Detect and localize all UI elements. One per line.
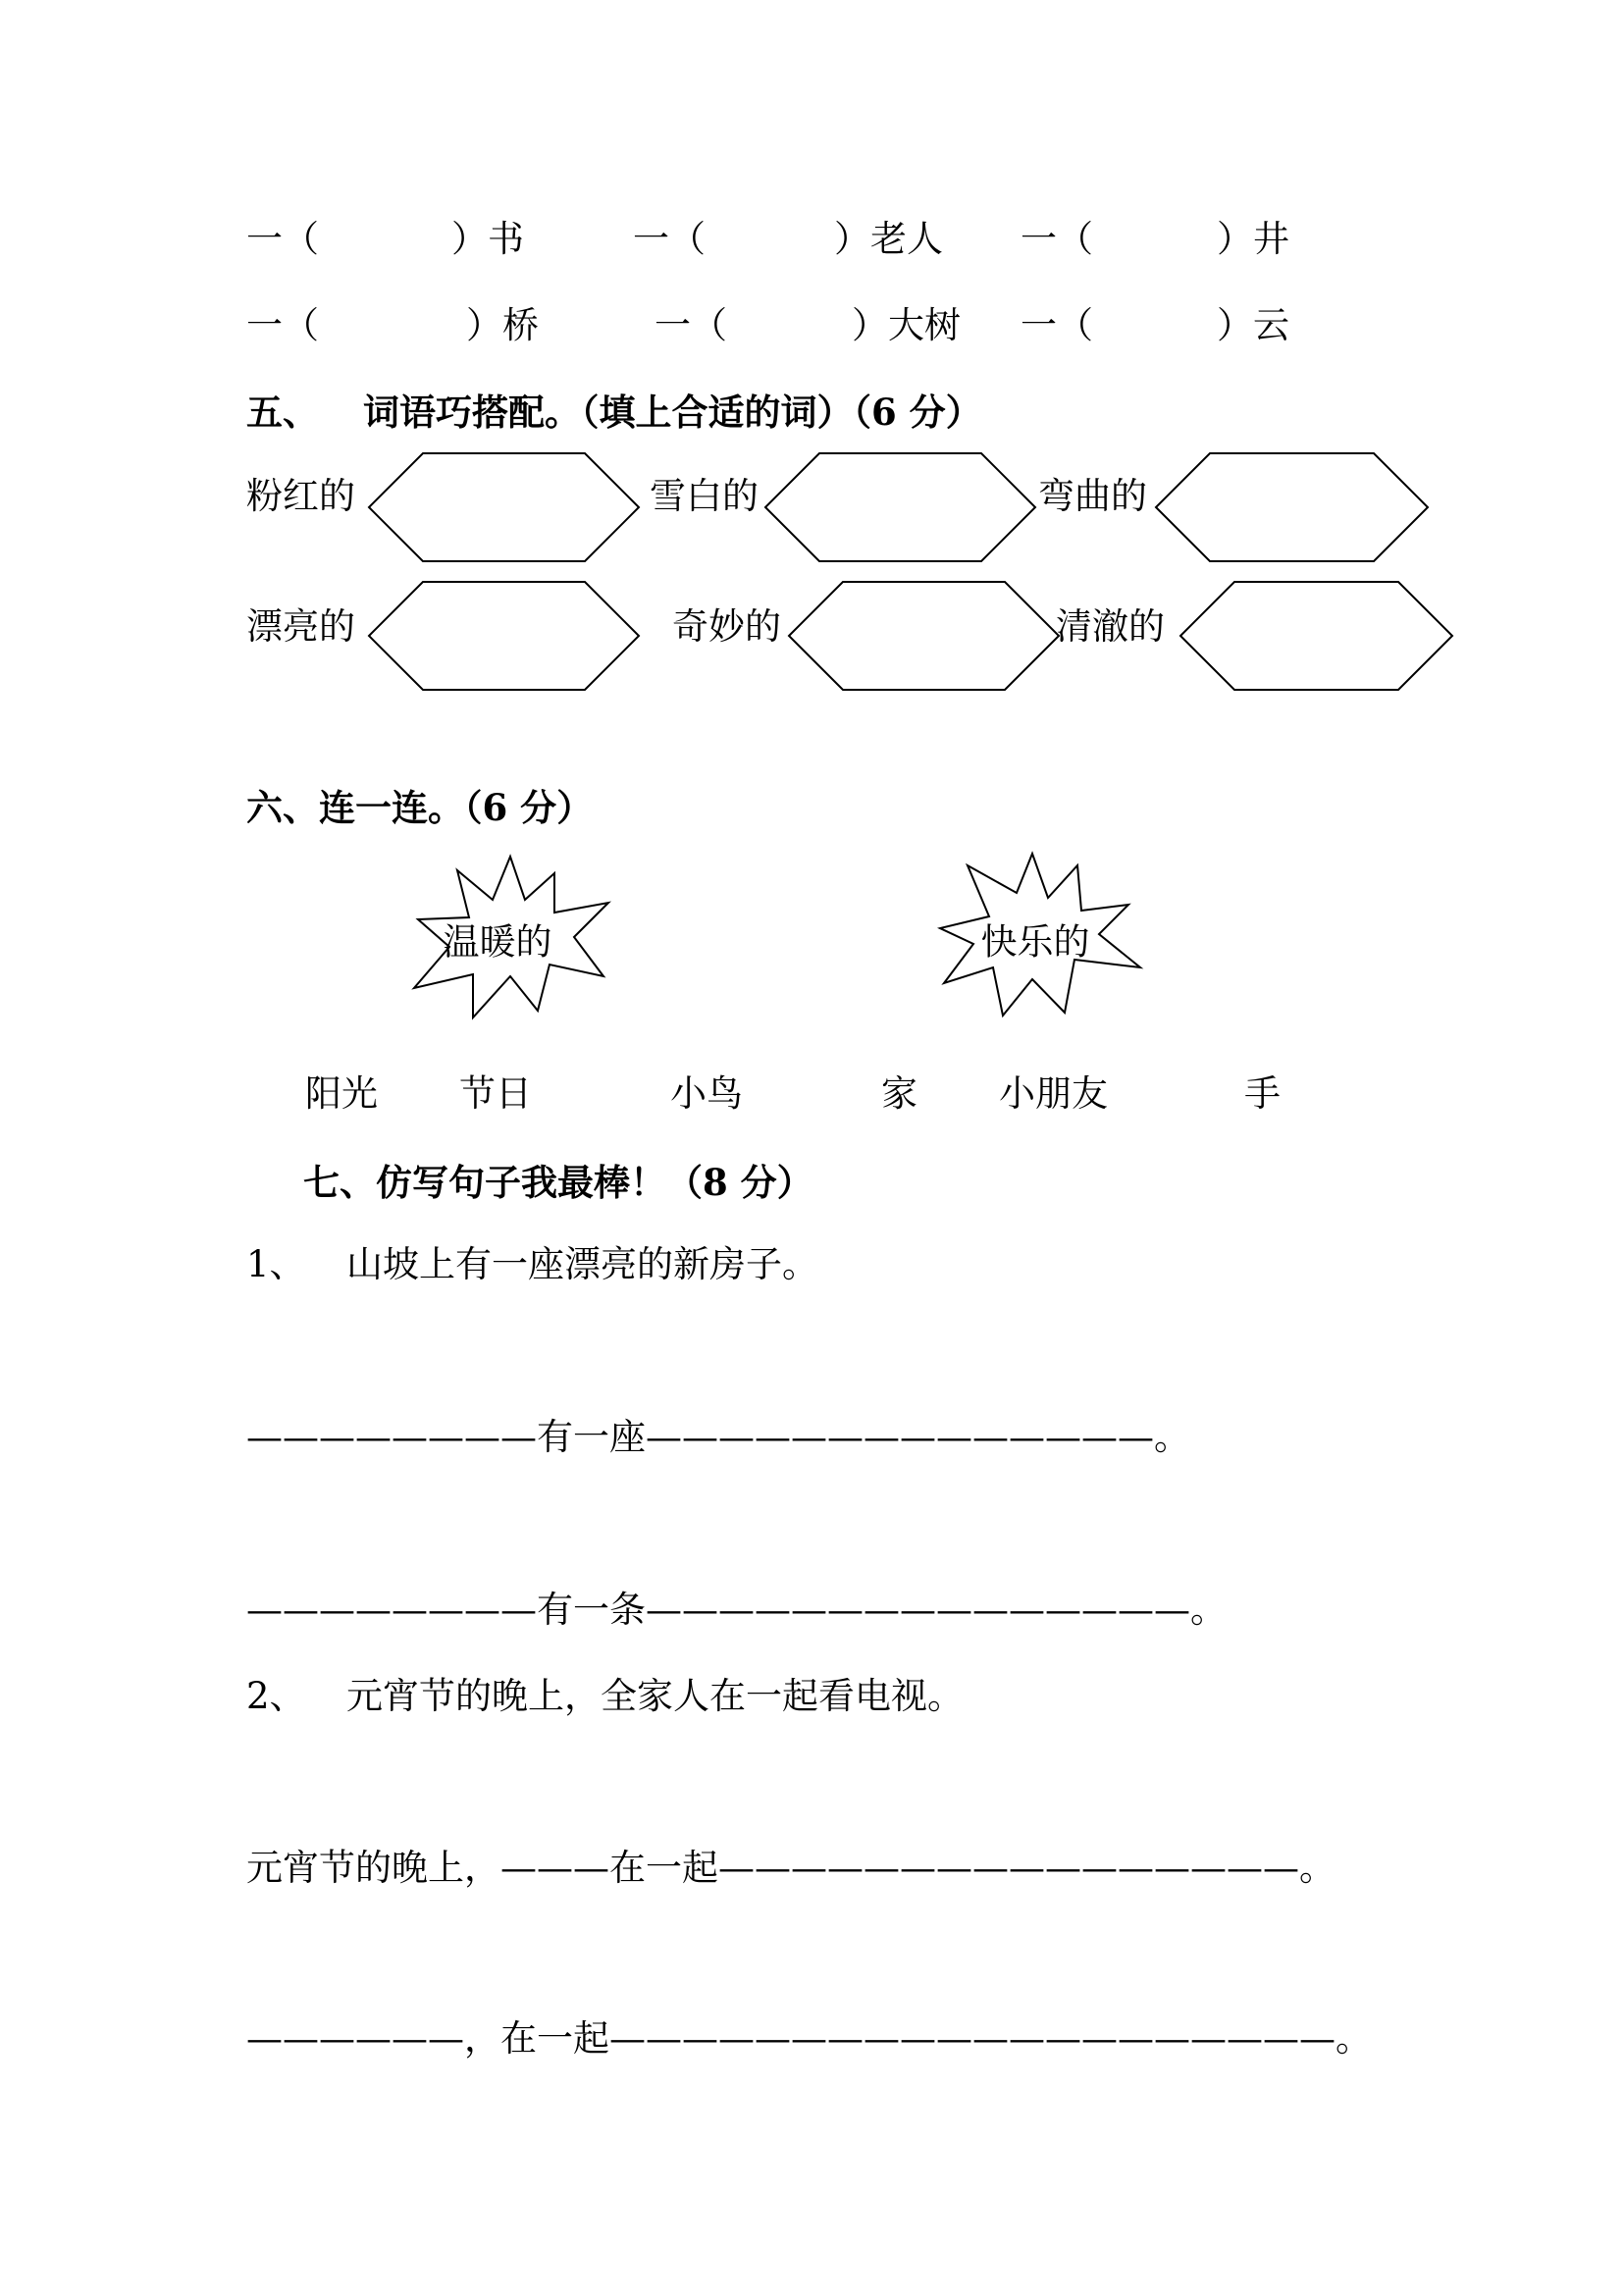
question-number: 1、: [246, 1243, 306, 1285]
section5-number: 五、: [246, 391, 319, 434]
blank-line: ———————————————。: [646, 1589, 1227, 1631]
measure-row1-a: 一（: [246, 218, 319, 260]
example-sentence: 山坡上有一座漂亮的新房子。: [346, 1243, 818, 1285]
adjective-word: 奇妙的: [672, 605, 781, 648]
fill-line[interactable]: [246, 2017, 1372, 2060]
measure-row2-d: ）大树: [852, 304, 961, 346]
section5-instruction: 词语巧搭配。（填上合适的词）（6 分）: [363, 391, 982, 434]
blank-line: ——————————————。: [646, 1416, 1190, 1458]
noun-word: 小鸟: [670, 1072, 743, 1115]
star-word: 温暖的: [443, 920, 552, 964]
measure-row2-e: 一（: [1021, 304, 1093, 346]
prompt-text: 在一起: [500, 2017, 609, 2060]
noun-word: 阳光: [305, 1072, 378, 1115]
fill-line[interactable]: [246, 1589, 1227, 1631]
noun-word: 家: [881, 1072, 917, 1115]
prompt-text: 在一起: [609, 1847, 718, 1889]
fill-line[interactable]: [246, 1847, 1336, 1889]
section7-title: 七、仿写句子我最棒！（8 分）: [303, 1161, 813, 1204]
adjective-word: 粉红的: [246, 475, 355, 517]
measure-row1-f: ）井: [1217, 218, 1289, 260]
adjective-word: 清澈的: [1056, 605, 1165, 648]
fill-line[interactable]: [246, 1416, 1190, 1458]
prompt-text: 有一座: [537, 1416, 646, 1458]
measure-row2-a: 一（: [246, 304, 319, 346]
hexagon-answer-box[interactable]: [369, 453, 639, 561]
noun-word: 手: [1244, 1072, 1281, 1115]
measure-row2-c: 一（: [655, 304, 727, 346]
blank-line: ————————: [246, 1589, 537, 1631]
hexagon-answer-box[interactable]: [765, 453, 1035, 561]
adjective-word: 弯曲的: [1038, 475, 1147, 517]
hexagon-answer-box[interactable]: [369, 582, 639, 690]
noun-word: 小朋友: [999, 1072, 1108, 1115]
hexagon-answer-box[interactable]: [1180, 582, 1452, 690]
measure-row2-f: ）云: [1217, 304, 1289, 346]
measure-row2-b: ）桥: [466, 304, 539, 346]
blank-line: ——————，: [246, 2017, 500, 2060]
prompt-text: 有一条: [537, 1589, 646, 1631]
blank-line: ————————: [246, 1416, 537, 1458]
adjective-word: 漂亮的: [246, 605, 355, 648]
adjective-word: 雪白的: [650, 475, 759, 517]
blank-line: ————————————————————。: [609, 2017, 1372, 2060]
question-number: 2、: [246, 1675, 306, 1717]
measure-row1-d: ）老人: [834, 218, 943, 260]
noun-word: 节日: [459, 1072, 532, 1115]
star-word: 快乐的: [980, 920, 1090, 964]
section6-title: 六、连一连。（6 分）: [246, 786, 594, 829]
example-sentence: 元宵节的晚上，全家人在一起看电视。: [346, 1675, 964, 1717]
measure-row1-c: 一（: [633, 218, 706, 260]
blank-line: ————————————————。: [718, 1847, 1336, 1889]
measure-row1-b: ）书: [451, 218, 524, 260]
measure-row1-e: 一（: [1021, 218, 1093, 260]
hexagon-answer-box[interactable]: [789, 582, 1059, 690]
prompt-text: 元宵节的晚上，———: [246, 1847, 609, 1889]
hexagon-answer-box[interactable]: [1156, 453, 1428, 561]
